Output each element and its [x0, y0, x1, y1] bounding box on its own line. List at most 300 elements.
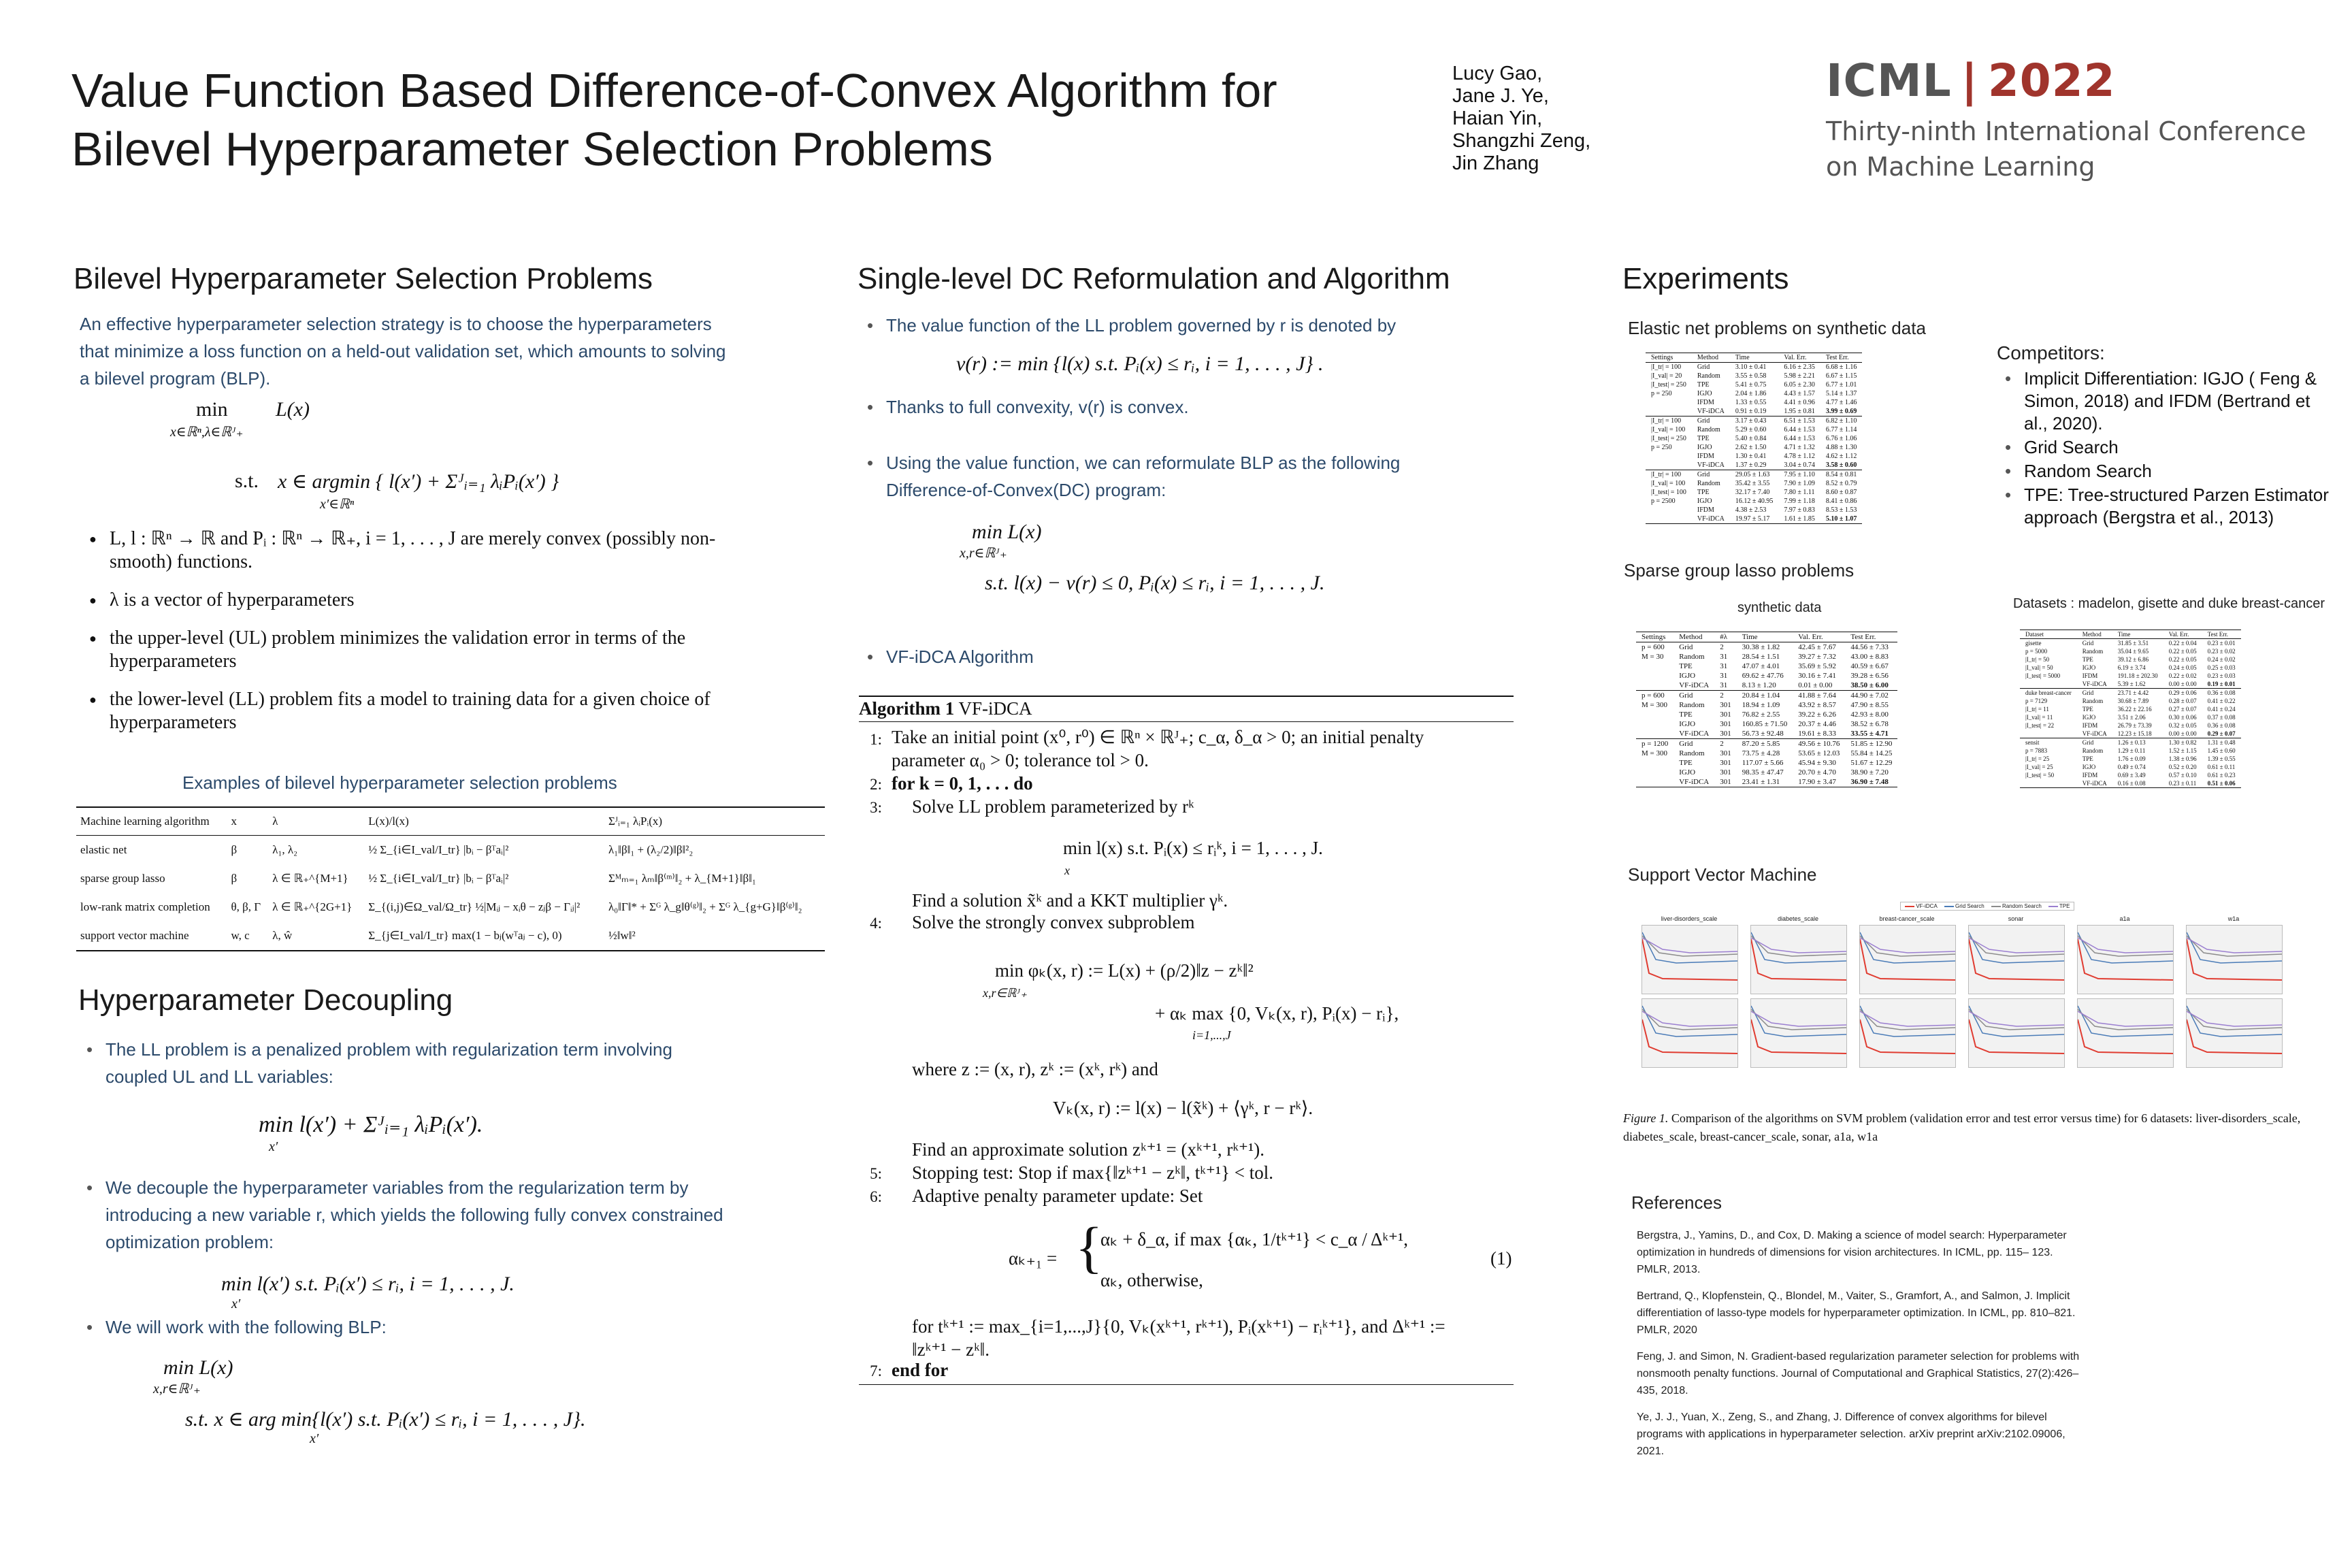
author: Haian Yin,: [1452, 108, 1543, 129]
table-cell: 5.39 ± 1.62: [2117, 681, 2146, 687]
settings-cell: [1646, 407, 1692, 416]
settings-cell: |I_val| = 11: [2025, 714, 2053, 721]
table-cell: 39.22 ± 6.26: [1798, 710, 1836, 719]
algorithm-box: Algorithm 1 VF-iDCA 1: Take an initial point (x⁰, r⁰) ∈ ℝⁿ × ℝᴶ₊; c_α, δ_α > 0; an initial penalty parameter α₀ > 0; tolerance tol > 0. 2: for k = 0, 1, . . . do 3: Solve LL problem parameterized by rᵏ min l(x) s.t. Pᵢ(x) ≤ rᵢᵏ, i = 1, . . . , J. x Find a solution x̃ᵏ and a KKT multiplier γᵏ. 4: Solve the strongly convex subproblem min φₖ(x, r) := L(x) + (ρ/2)‖z − zᵏ‖² x,r∈ℝᴶ₊ + αₖ max {0, Vₖ(x, r), Pᵢ(x) − rᵢ}, i=1,...,J where z := (x, r), zᵏ := (xᵏ, rᵏ) and Vₖ(x, r) := l(x) − l(x̃ᵏ) + ⟨γᵏ, r − rᵏ⟩. Find an approximate solution zᵏ⁺¹ = (xᵏ⁺¹, rᵏ⁺¹). 5: Stopping test: Stop if max{‖zᵏ⁺¹ − zᵏ‖, tᵏ⁺¹} < tol. 6: Adaptive penalty parameter update: Set αₖ₊₁ = { αₖ + δ_α, if max {αₖ, 1/tᵏ⁺¹} < c_α / Δᵏ⁺¹, αₖ, otherwise, (1) for tᵏ⁺¹ := max_{i=1,...,J}{0, Vₖ(xᵏ⁺¹, rᵏ⁺¹), Pᵢ(xᵏ⁺¹) − rᵢᵏ⁺¹}, and Δᵏ⁺¹ := ‖zᵏ⁺¹ − zᵏ‖. 7: end for: [859, 696, 1514, 1385]
table-cell: IFDM: [1697, 453, 1714, 460]
sgl-synthetic-caption: synthetic data: [1737, 600, 1822, 615]
decoupling-blp-st-sub: x′: [310, 1431, 319, 1446]
table-cell: 6.76 ± 1.06: [1825, 435, 1857, 442]
table-cell: 31.85 ± 3.51: [2117, 640, 2149, 647]
table-cell: 1.30 ± 0.41: [1735, 453, 1767, 460]
table-cell: 6.77 ± 1.14: [1825, 426, 1857, 434]
table-row: [1646, 506, 1862, 514]
table-cell: 191.18 ± 202.30: [2117, 672, 2158, 679]
table-cell: 1.76 ± 0.09: [2117, 755, 2146, 762]
table-cell: IGJO: [1697, 444, 1712, 451]
settings-cell: p = 250: [1651, 444, 1672, 451]
table-cell: 6.77 ± 1.01: [1825, 381, 1857, 389]
decoupling-blp-st: s.t. x ∈ arg min{l(x′) s.t. Pᵢ(x′) ≤ rᵢ, i = 1, . . . , J}.: [185, 1408, 586, 1431]
competitors-list: [1997, 368, 2330, 530]
examples-table: [76, 806, 825, 951]
table-row: [1646, 407, 1862, 416]
table-cell: Grid: [1673, 691, 1714, 701]
table-row: [1636, 710, 1897, 719]
table-row: [2020, 697, 2241, 705]
table-cell: TPE: [1697, 435, 1710, 442]
table-cell: IFDM: [2082, 772, 2098, 779]
decoupling-eq-1-sub: x′: [269, 1139, 278, 1154]
col-header: Val. Err.: [1793, 632, 1845, 642]
table-cell: 301: [1720, 759, 1731, 767]
table-cell: 0.32 ± 0.05: [2168, 722, 2197, 729]
svm-series-line: [1642, 932, 1737, 963]
table-cell: 35.42 ± 3.55: [1735, 480, 1770, 487]
references-list: [1637, 1227, 2086, 1469]
table-row: [1646, 461, 1862, 470]
svm-validation-plot: [1968, 925, 2065, 994]
table-cell: 44.56 ± 7.33: [1850, 643, 1889, 651]
svm-series-line: [2187, 1006, 2282, 1036]
reference-item: Feng, J. and Simon, N. Gradient-based regularization parameter selection for problems with nonsmooth penalty functions. Journal of Computational and Graphical Statistics, 27(2):426–435, 2018.: [1637, 1351, 2080, 1396]
table-cell: 38.52 ± 6.78: [1850, 720, 1889, 728]
col-header: Test Err.: [1845, 632, 1897, 642]
svm-test-plot: [2077, 998, 2174, 1068]
table-cell: 45.94 ± 9.30: [1798, 759, 1836, 767]
table-cell: VF-iDCA: [1697, 408, 1725, 415]
decoupling-eq-1: min l(x′) + Σᴶᵢ₌₁ λᵢPᵢ(x′).: [259, 1112, 483, 1137]
settings-cell: [2020, 680, 2077, 689]
table-cell: Random: [2082, 648, 2104, 655]
table-cell: 0.22 ± 0.04: [2168, 640, 2197, 647]
algo-line-3: Solve LL problem parameterized by rᵏ: [912, 796, 1194, 817]
settings-cell: [1636, 729, 1673, 739]
settings-cell: p = 7883: [2025, 747, 2048, 754]
table-row: [2020, 680, 2241, 689]
table-row: [2020, 705, 2241, 713]
col-header: Dataset: [2020, 630, 2077, 639]
settings-cell: |I_test| = 5000: [2025, 672, 2061, 679]
table-cell: 18.94 ± 1.09: [1742, 701, 1780, 709]
brace-icon: {: [1075, 1216, 1103, 1279]
table-row: [1646, 470, 1862, 480]
table-row: [2020, 730, 2241, 738]
table-cell: 44.90 ± 7.02: [1845, 691, 1897, 701]
table-cell: 0.61 ± 0.23: [2207, 772, 2236, 779]
svm-validation-plot: [1859, 925, 1956, 994]
datasets-table: [2020, 630, 2241, 788]
algorithm-title: Algorithm 1 VF-iDCA: [859, 697, 1514, 722]
table-cell: 20.70 ± 4.70: [1798, 768, 1836, 777]
table-cell: 36.22 ± 22.16: [2117, 706, 2152, 713]
col-header: Time: [1737, 632, 1793, 642]
table-cell: TPE: [1679, 662, 1693, 670]
table-cell: 12.23 ± 15.18: [2117, 730, 2152, 737]
table-row: [1636, 758, 1897, 768]
table-cell: 0.28 ± 0.07: [2168, 698, 2197, 704]
table-cell: 0.23 ± 0.02: [2207, 648, 2236, 655]
table-cell: 20.37 ± 4.46: [1798, 720, 1836, 728]
table-cell: IFDM: [1697, 399, 1714, 406]
poster-title: [71, 61, 1399, 178]
table-cell: 0.24 ± 0.02: [2207, 656, 2236, 663]
table-cell: 0.29 ± 0.06: [2163, 689, 2202, 698]
table-row: [1646, 372, 1862, 380]
table-row: [1646, 398, 1862, 407]
table-row: [1636, 652, 1897, 662]
col-header: Method: [2077, 630, 2112, 639]
table-cell: 69.62 ± 47.76: [1742, 672, 1784, 680]
table-row: [1646, 425, 1862, 434]
table-cell: Grid: [1679, 643, 1693, 651]
algo-line-4: Solve the strongly convex subproblem: [912, 912, 1195, 932]
table-cell: IFDM: [2082, 672, 2098, 679]
algo-line-5: Stopping test: Stop if max{‖zᵏ⁺¹ − zᵏ‖, tᵏ⁺¹} < tol.: [912, 1162, 1274, 1183]
table-cell: 6.82 ± 1.10: [1820, 416, 1863, 426]
table-row: [1636, 642, 1897, 653]
col-header: λ: [268, 807, 364, 836]
algo-subproblem-sub: x,r∈ℝᴶ₊: [983, 986, 1028, 1000]
section-heading-experiments: Experiments: [1622, 262, 1789, 295]
table-cell: 39.27 ± 7.32: [1798, 653, 1836, 661]
reference-item: Bergstra, J., Yamins, D., and Cox, D. Making a science of model search: Hyperparameter optimization in hundreds of dimensions for vision architectures. In ICML, pp. 115– 123. PMLR, 2013.: [1637, 1230, 2067, 1275]
table-cell: 3.99 ± 0.69: [1825, 408, 1857, 415]
dc-bullet-4: • VF-iDCA Algorithm: [859, 643, 1471, 685]
competitor-item: • Grid Search: [1997, 436, 2330, 459]
algo-line-1b: parameter α₀ > 0; tolerance tol > 0.: [892, 750, 1149, 770]
table-row: [2020, 721, 2241, 730]
table-cell: 28.54 ± 1.51: [1742, 653, 1780, 661]
svm-validation-plot: [2077, 925, 2174, 994]
decoupling-eq-2: min l(x′) s.t. Pᵢ(x′) ≤ rᵢ, i = 1, . . . , J.: [221, 1273, 514, 1295]
settings-cell: p = 5000: [2025, 648, 2048, 655]
svm-test-plot: [1859, 998, 1956, 1068]
table-cell: 4.88 ± 1.30: [1825, 444, 1857, 451]
table-cell: 2: [1714, 739, 1737, 749]
table-cell: 0.22 ± 0.02: [2168, 672, 2197, 679]
datasets-caption: Datasets : madelon, gisette and duke breast-cancer: [2013, 596, 2325, 611]
svm-legend: [1900, 902, 2074, 911]
table-cell: 1.61 ± 1.85: [1778, 514, 1820, 524]
table-row: [2020, 689, 2241, 698]
sgl-caption: Sparse group lasso problems: [1624, 560, 1855, 581]
col-header: Settings: [1646, 353, 1692, 363]
table-cell: 0.91 ± 0.19: [1735, 408, 1767, 415]
table-cell: 160.85 ± 71.50: [1742, 720, 1788, 728]
table-row: [1646, 488, 1862, 497]
table-cell: 0.00 ± 0.00: [2168, 681, 2197, 687]
table-cell: 38.50 ± 6.00: [1850, 681, 1889, 689]
table-row: [1636, 739, 1897, 749]
logo-subtitle: Thirty-ninth International Conference on Machine Learning: [1826, 116, 2306, 182]
table-row: [1636, 768, 1897, 777]
table-cell: IFDM: [1697, 506, 1714, 514]
reference-item: Bertrand, Q., Klopfenstein, Q., Blondel, M., Vaiter, S., Gramfort, A., and Salmon, J. Implicit differentiation of lasso-type models for hyperparameter optimization. In ICML, pp. 810–821. PMLR, 2020: [1637, 1290, 2076, 1336]
settings-cell: [1636, 671, 1673, 681]
settings-cell: |I_tr| = 100: [1646, 470, 1692, 480]
settings-cell: [1636, 758, 1673, 768]
table-row: [1646, 443, 1862, 452]
bullet-item: ● λ is a vector of hyperparameters: [85, 589, 759, 612]
table-cell: 8.54 ± 0.81: [1820, 470, 1863, 480]
table-cell: 30.16 ± 7.41: [1798, 672, 1836, 680]
table-cell: 1.30 ± 0.82: [2163, 738, 2202, 747]
table-cell: Random: [1679, 653, 1705, 661]
table-cell: 301: [1720, 701, 1731, 709]
references-heading: References: [1631, 1192, 1722, 1213]
table-cell: IGJO: [1679, 768, 1696, 777]
table-cell: 0.16 ± 0.08: [2112, 779, 2163, 788]
conference-logo: [1826, 54, 2306, 184]
table-cell: 4.41 ± 0.96: [1784, 399, 1815, 406]
table-cell: 31: [1720, 672, 1728, 680]
blp-constraint: x ∈ argmin { l(x′) + Σᴶᵢ₌₁ λᵢPᵢ(x′) }: [278, 470, 559, 493]
blp-st: s.t.: [235, 470, 259, 492]
algo-subproblem-1: min φₖ(x, r) := L(x) + (ρ/2)‖z − zᵏ‖²: [995, 960, 1254, 981]
algo-vk-def: Vₖ(x, r) := l(x) − l(x̃ᵏ) + ⟨γᵏ, r − rᵏ⟩.: [1053, 1098, 1313, 1118]
settings-cell: [1636, 719, 1673, 729]
table-cell: 8.41 ± 0.86: [1825, 497, 1857, 505]
bilevel-bullets: [85, 527, 759, 749]
table-cell: 4.38 ± 2.53: [1735, 506, 1767, 514]
table-cell: 4.71 ± 1.32: [1784, 444, 1815, 451]
settings-cell: sensit: [2020, 738, 2077, 747]
table-cell: 0.36 ± 0.08: [2207, 722, 2236, 729]
col-header: Val. Err.: [1778, 353, 1820, 363]
table-cell: 4.77 ± 1.46: [1825, 399, 1857, 406]
table-cell: 3.10 ± 0.41: [1735, 363, 1767, 371]
table-cell: 0.36 ± 0.08: [2202, 689, 2241, 698]
algo-line-1: Take an initial point (x⁰, r⁰) ∈ ℝⁿ × ℝᴶ₊; c_α, δ_α > 0; an initial penalty: [892, 727, 1424, 747]
settings-cell: M = 30: [1642, 653, 1664, 661]
table-cell: Random: [1679, 701, 1705, 709]
table-cell: 1.33 ± 0.55: [1735, 399, 1767, 406]
decoupling-bullet-3: • We will work with the following BLP:: [78, 1313, 732, 1356]
table-cell: 301: [1714, 777, 1737, 787]
table-cell: 0.41 ± 0.24: [2207, 706, 2236, 713]
table-row: low-rank matrix completion θ, β, Γ λ ∈ ℝ₊^{2G+1} Σ_{(i,j)∈Ω_val/Ω_tr} ½|Mᵢⱼ − xᵢθ − zⱼβ − Γᵢⱼ|² λ₀‖Γ‖* + Σᴳ λ_g‖θ⁽ᵍ⁾‖₂ + Σᴳ λ_{g+G}‖β⁽ᵍ⁾‖₂: [80, 900, 802, 913]
dc-program-sub: x,r∈ℝᴶ₊: [960, 546, 1007, 561]
table-cell: VF-iDCA: [1679, 730, 1710, 738]
table-cell: VF-iDCA: [1679, 681, 1710, 689]
author-list: [1452, 63, 1590, 175]
table-row: [1636, 729, 1897, 739]
competitor-item: • TPE: Tree-structured Parzen Estimator approach (Bergstra et al., 2013): [1997, 484, 2330, 529]
blp-min-sub: x∈ℝⁿ,λ∈ℝᴶ₊: [170, 425, 244, 440]
svm-validation-plot: [1642, 925, 1738, 994]
table-cell: 42.93 ± 8.00: [1850, 710, 1889, 719]
reference-item: Ye, J. J., Yuan, X., Zeng, S., and Zhang, J. Difference of convex algorithms for bilevel programs with applications in hyperparameter selection. arXiv preprint arXiv:2102.09006, 2021.: [1637, 1411, 2065, 1457]
table-cell: 0.27 ± 0.07: [2168, 706, 2197, 713]
settings-cell: gisette: [2025, 640, 2042, 647]
table-cell: 7.90 ± 1.09: [1784, 480, 1815, 487]
table-cell: 0.69 ± 3.49: [2117, 772, 2146, 779]
table-cell: 49.56 ± 10.76: [1793, 739, 1845, 749]
svm-panel-title: w1a: [2227, 915, 2240, 922]
algo-find-approx: Find an approximate solution zᵏ⁺¹ = (xᵏ⁺¹, rᵏ⁺¹).: [912, 1139, 1264, 1160]
section-heading-bilevel: Bilevel Hyperparameter Selection Problems: [74, 262, 653, 295]
table-cell: Grid: [2082, 640, 2094, 647]
table-cell: 32.17 ± 7.40: [1735, 489, 1770, 496]
table-row: [1636, 681, 1897, 691]
settings-cell: |I_test| = 250: [1651, 435, 1686, 442]
table-cell: 7.80 ± 1.11: [1784, 489, 1815, 496]
table-cell: 1.39 ± 0.55: [2207, 755, 2236, 762]
table-cell: 8.60 ± 0.87: [1825, 489, 1857, 496]
table-cell: 56.73 ± 92.48: [1742, 730, 1784, 738]
legend-swatch-3: [2048, 906, 2058, 907]
table-cell: VF-iDCA: [1673, 777, 1714, 787]
svm-series-line: [1969, 1006, 2064, 1036]
table-cell: 1.52 ± 1.15: [2168, 747, 2197, 754]
table-row: [1646, 479, 1862, 488]
table-row: sparse group lasso β λ ∈ ℝ₊^{M+1} ½ Σ_{i∈I_val/I_tr} |bᵢ − βᵀaᵢ|² Σᴹₘ₌₁ λₘ‖β⁽ᵐ⁾‖₂ + λ_{M+1}‖β‖₁: [80, 872, 756, 885]
table-row: [1646, 452, 1862, 461]
algo-where: where z := (x, r), zᵏ := (xᵏ, rᵏ) and: [912, 1059, 1158, 1079]
table-row: [1636, 719, 1897, 729]
table-cell: 55.84 ± 14.25: [1850, 749, 1893, 757]
author: Shangzhi Zeng,: [1452, 130, 1591, 152]
settings-cell: M = 300: [1642, 749, 1667, 757]
table-cell: 39.12 ± 6.86: [2117, 656, 2149, 663]
table-cell: 2: [1714, 691, 1737, 701]
settings-cell: p = 600: [1636, 691, 1673, 701]
table-cell: IGJO: [1697, 390, 1712, 397]
table-cell: 98.35 ± 47.47: [1742, 768, 1784, 777]
table-row: [1636, 749, 1897, 758]
title-line-1: Value Function Based Difference-of-Convex Algorithm for: [71, 64, 1277, 117]
svm-test-plot: [1750, 998, 1847, 1068]
table-cell: 5.41 ± 0.75: [1735, 381, 1767, 389]
table-cell: 53.65 ± 12.03: [1798, 749, 1840, 757]
dc-bullet-1: • The value function of the LL problem governed by r is denoted by: [859, 312, 1471, 354]
table-row: [1646, 514, 1862, 524]
settings-cell: |I_val| = 100: [1651, 426, 1686, 434]
table-cell: 2: [1720, 643, 1724, 651]
table-cell: 31: [1720, 662, 1728, 670]
dc-program-st: s.t. l(x) − v(r) ≤ 0, Pᵢ(x) ≤ rᵢ, i = 1, . . . , J.: [985, 572, 1325, 594]
bullet-item: ● the upper-level (UL) problem minimizes the validation error in terms of the hyperparameters: [85, 627, 759, 673]
table-cell: 0.00 ± 0.00: [2168, 730, 2197, 737]
table-row: [2020, 664, 2241, 672]
table-row: [1646, 434, 1862, 443]
table-cell: 4.43 ± 1.57: [1784, 390, 1815, 397]
competitors-title: Competitors:: [1997, 342, 2105, 363]
table-cell: TPE: [2082, 755, 2093, 762]
col-header: Method: [1673, 632, 1714, 642]
table-cell: IGJO: [2082, 764, 2096, 770]
table-cell: 0.23 ± 0.01: [2207, 640, 2236, 647]
legend-swatch-2: [1991, 906, 2001, 907]
table-cell: 6.67 ± 1.15: [1825, 372, 1857, 380]
table-cell: 26.79 ± 73.39: [2117, 722, 2152, 729]
table-row: support vector machine w, c λ, ŵ Σ_{j∈I_val/I_tr} max(1 − bⱼ(wᵀaⱼ − c), 0) ½‖w‖²: [76, 921, 825, 951]
table-cell: 0.51 ± 0.06: [2202, 779, 2241, 788]
col-header: x: [227, 807, 268, 836]
table-cell: 301: [1720, 749, 1731, 757]
table-row: [1636, 671, 1897, 681]
author: Jin Zhang: [1452, 152, 1539, 174]
decoupling-blp: min L(x): [163, 1356, 233, 1379]
col-header: Test Err.: [2202, 630, 2241, 639]
table-cell: IGJO: [2082, 664, 2096, 671]
table-row: [2020, 771, 2241, 779]
col-header: Machine learning algorithm: [76, 807, 227, 836]
table-cell: 23.41 ± 1.31: [1737, 777, 1793, 787]
algo-subproblem-2-sub: i=1,...,J: [1192, 1028, 1231, 1042]
table-cell: 0.22 ± 0.05: [2168, 656, 2197, 663]
settings-cell: p = 2500: [1651, 497, 1676, 505]
table-row: [1636, 662, 1897, 671]
table-cell: Grid: [1692, 416, 1730, 426]
svm-validation-plot: [1750, 925, 1847, 994]
table-cell: 43.92 ± 8.57: [1798, 701, 1836, 709]
table-cell: 38.90 ± 7.20: [1850, 768, 1889, 777]
settings-cell: [1636, 768, 1673, 777]
competitor-item: • Implicit Differentiation: IGJO ( Feng & Simon, 2018) and IFDM (Bertrand et al., 2020).: [1997, 368, 2330, 435]
table-cell: 16.12 ± 40.95: [1735, 497, 1774, 505]
table-cell: 31: [1720, 653, 1728, 661]
col-header: Σᴶᵢ₌₁ λᵢPᵢ(x): [604, 807, 825, 836]
decoupling-blp-sub: x,r∈ℝᴶ₊: [153, 1382, 201, 1396]
bullet-item: ● L, l : ℝⁿ → ℝ and Pᵢ : ℝⁿ → ℝ₊, i = 1, . . . , J are merely convex (possibly non-smooth) functions.: [85, 527, 759, 574]
settings-cell: p = 1200: [1636, 739, 1673, 749]
svm-figure: [1628, 902, 2308, 1106]
settings-cell: |I_val| = 50: [2025, 664, 2053, 671]
table-cell: 47.07 ± 4.01: [1742, 662, 1780, 670]
settings-cell: [1636, 662, 1673, 671]
table-cell: 0.41 ± 0.22: [2207, 698, 2236, 704]
legend-item: VF-iDCA: [1905, 903, 1938, 909]
table-cell: 1.95 ± 0.81: [1784, 408, 1815, 415]
table-cell: 2.04 ± 1.86: [1735, 390, 1767, 397]
algo-line-7: end for: [892, 1360, 949, 1380]
svm-caption: Support Vector Machine: [1628, 864, 1817, 885]
settings-cell: [1636, 681, 1673, 691]
table-cell: 6.68 ± 1.16: [1825, 363, 1857, 371]
sgl-table: [1636, 632, 1897, 787]
table-cell: 6.44 ± 1.53: [1784, 435, 1815, 442]
table-cell: 0.24 ± 0.05: [2168, 664, 2197, 671]
table-cell: 42.45 ± 7.67: [1798, 643, 1836, 651]
author: Lucy Gao,: [1452, 63, 1543, 84]
table-cell: TPE: [2082, 656, 2093, 663]
algo-alpha-case-2: αₖ, otherwise,: [1100, 1270, 1203, 1290]
table-cell: 35.69 ± 5.92: [1798, 662, 1836, 670]
table-cell: 0.49 ± 0.74: [2117, 764, 2146, 770]
settings-cell: duke breast-cancer: [2020, 689, 2077, 698]
table-cell: 0.29 ± 0.07: [2207, 730, 2236, 737]
table-cell: 3.58 ± 0.60: [1825, 461, 1857, 469]
decoupling-eq-2-sub: x′: [231, 1296, 241, 1311]
table-cell: 87.20 ± 5.85: [1737, 739, 1793, 749]
svm-test-plot: [1968, 998, 2065, 1068]
settings-cell: p = 250: [1651, 390, 1672, 397]
table-cell: VF-iDCA: [1692, 514, 1730, 524]
table-cell: 4.78 ± 1.12: [1784, 453, 1815, 460]
table-cell: Grid: [1697, 363, 1710, 371]
table-cell: 0.30 ± 0.06: [2168, 714, 2197, 721]
table-cell: 1.31 ± 0.48: [2202, 738, 2241, 747]
table-cell: Random: [1697, 426, 1720, 434]
section-heading-decoupling: Hyperparameter Decoupling: [78, 983, 453, 1017]
table-cell: Grid: [2077, 689, 2112, 698]
table-cell: 19.61 ± 8.33: [1798, 730, 1836, 738]
table-cell: VF-iDCA: [2077, 779, 2112, 788]
table-cell: TPE: [2082, 706, 2093, 713]
col-header: #λ: [1714, 632, 1737, 642]
settings-cell: |I_val| = 20: [1651, 372, 1682, 380]
col-header: Method: [1692, 353, 1730, 363]
